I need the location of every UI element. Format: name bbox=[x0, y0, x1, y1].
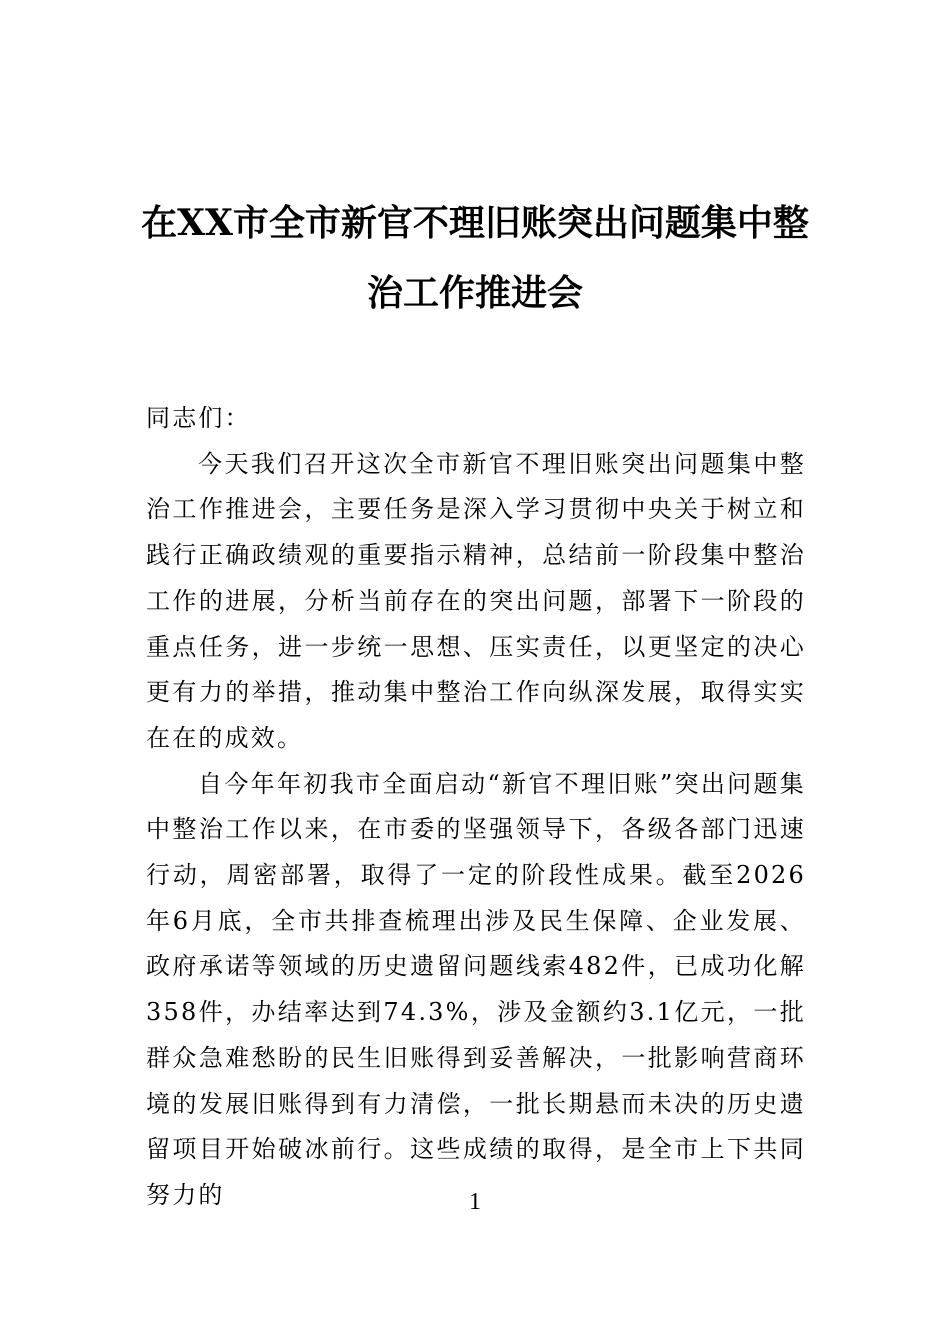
paragraph-2: 自今年年初我市全面启动“新官不理旧账”突出问题集中整治工作以来，在市委的坚强领导下，各级各部门迅速行动，周密部署，取得了一定的阶段性成果。截至2026年6月底，全市共排查梳理出涉及民生保障、企业发展、政府承诺等领域的历史遗留问题线索482件，已成功化解358件，办结率达到74.3%，涉及金额约3.1亿元，一批群众急难愁盼的民生旧账得到妥善解决，一批影响营商环境的发展旧账得到有力清偿，一批长期悬而未决的历史遗留项目开始破冰前行。这些成绩的取得，是全市上下共同努力的 bbox=[146, 769, 806, 1209]
document-title bbox=[120, 188, 830, 328]
paragraph-1: 今天我们召开这次全市新官不理旧账突出问题集中整治工作推进会，主要任务是深入学习贯彻中央关于树立和践行正确政绩观的重要指示精神，总结前一阶段集中整治工作的进展，分析当前存在的突出问题，部署下一阶段的重点任务，进一步统一思想、压实责任，以更坚定的决心更有力的举措，推动集中整治工作向纵深发展，取得实实在在的成效。 bbox=[146, 449, 806, 752]
title-line-1: 在XX市全市新官不理旧账突出问题集中整 bbox=[141, 202, 809, 244]
title-line-2: 治工作推进会 bbox=[366, 272, 583, 314]
page-number: 1 bbox=[469, 1189, 481, 1215]
salutation: 同志们： bbox=[146, 404, 251, 432]
document-body bbox=[146, 396, 806, 1219]
